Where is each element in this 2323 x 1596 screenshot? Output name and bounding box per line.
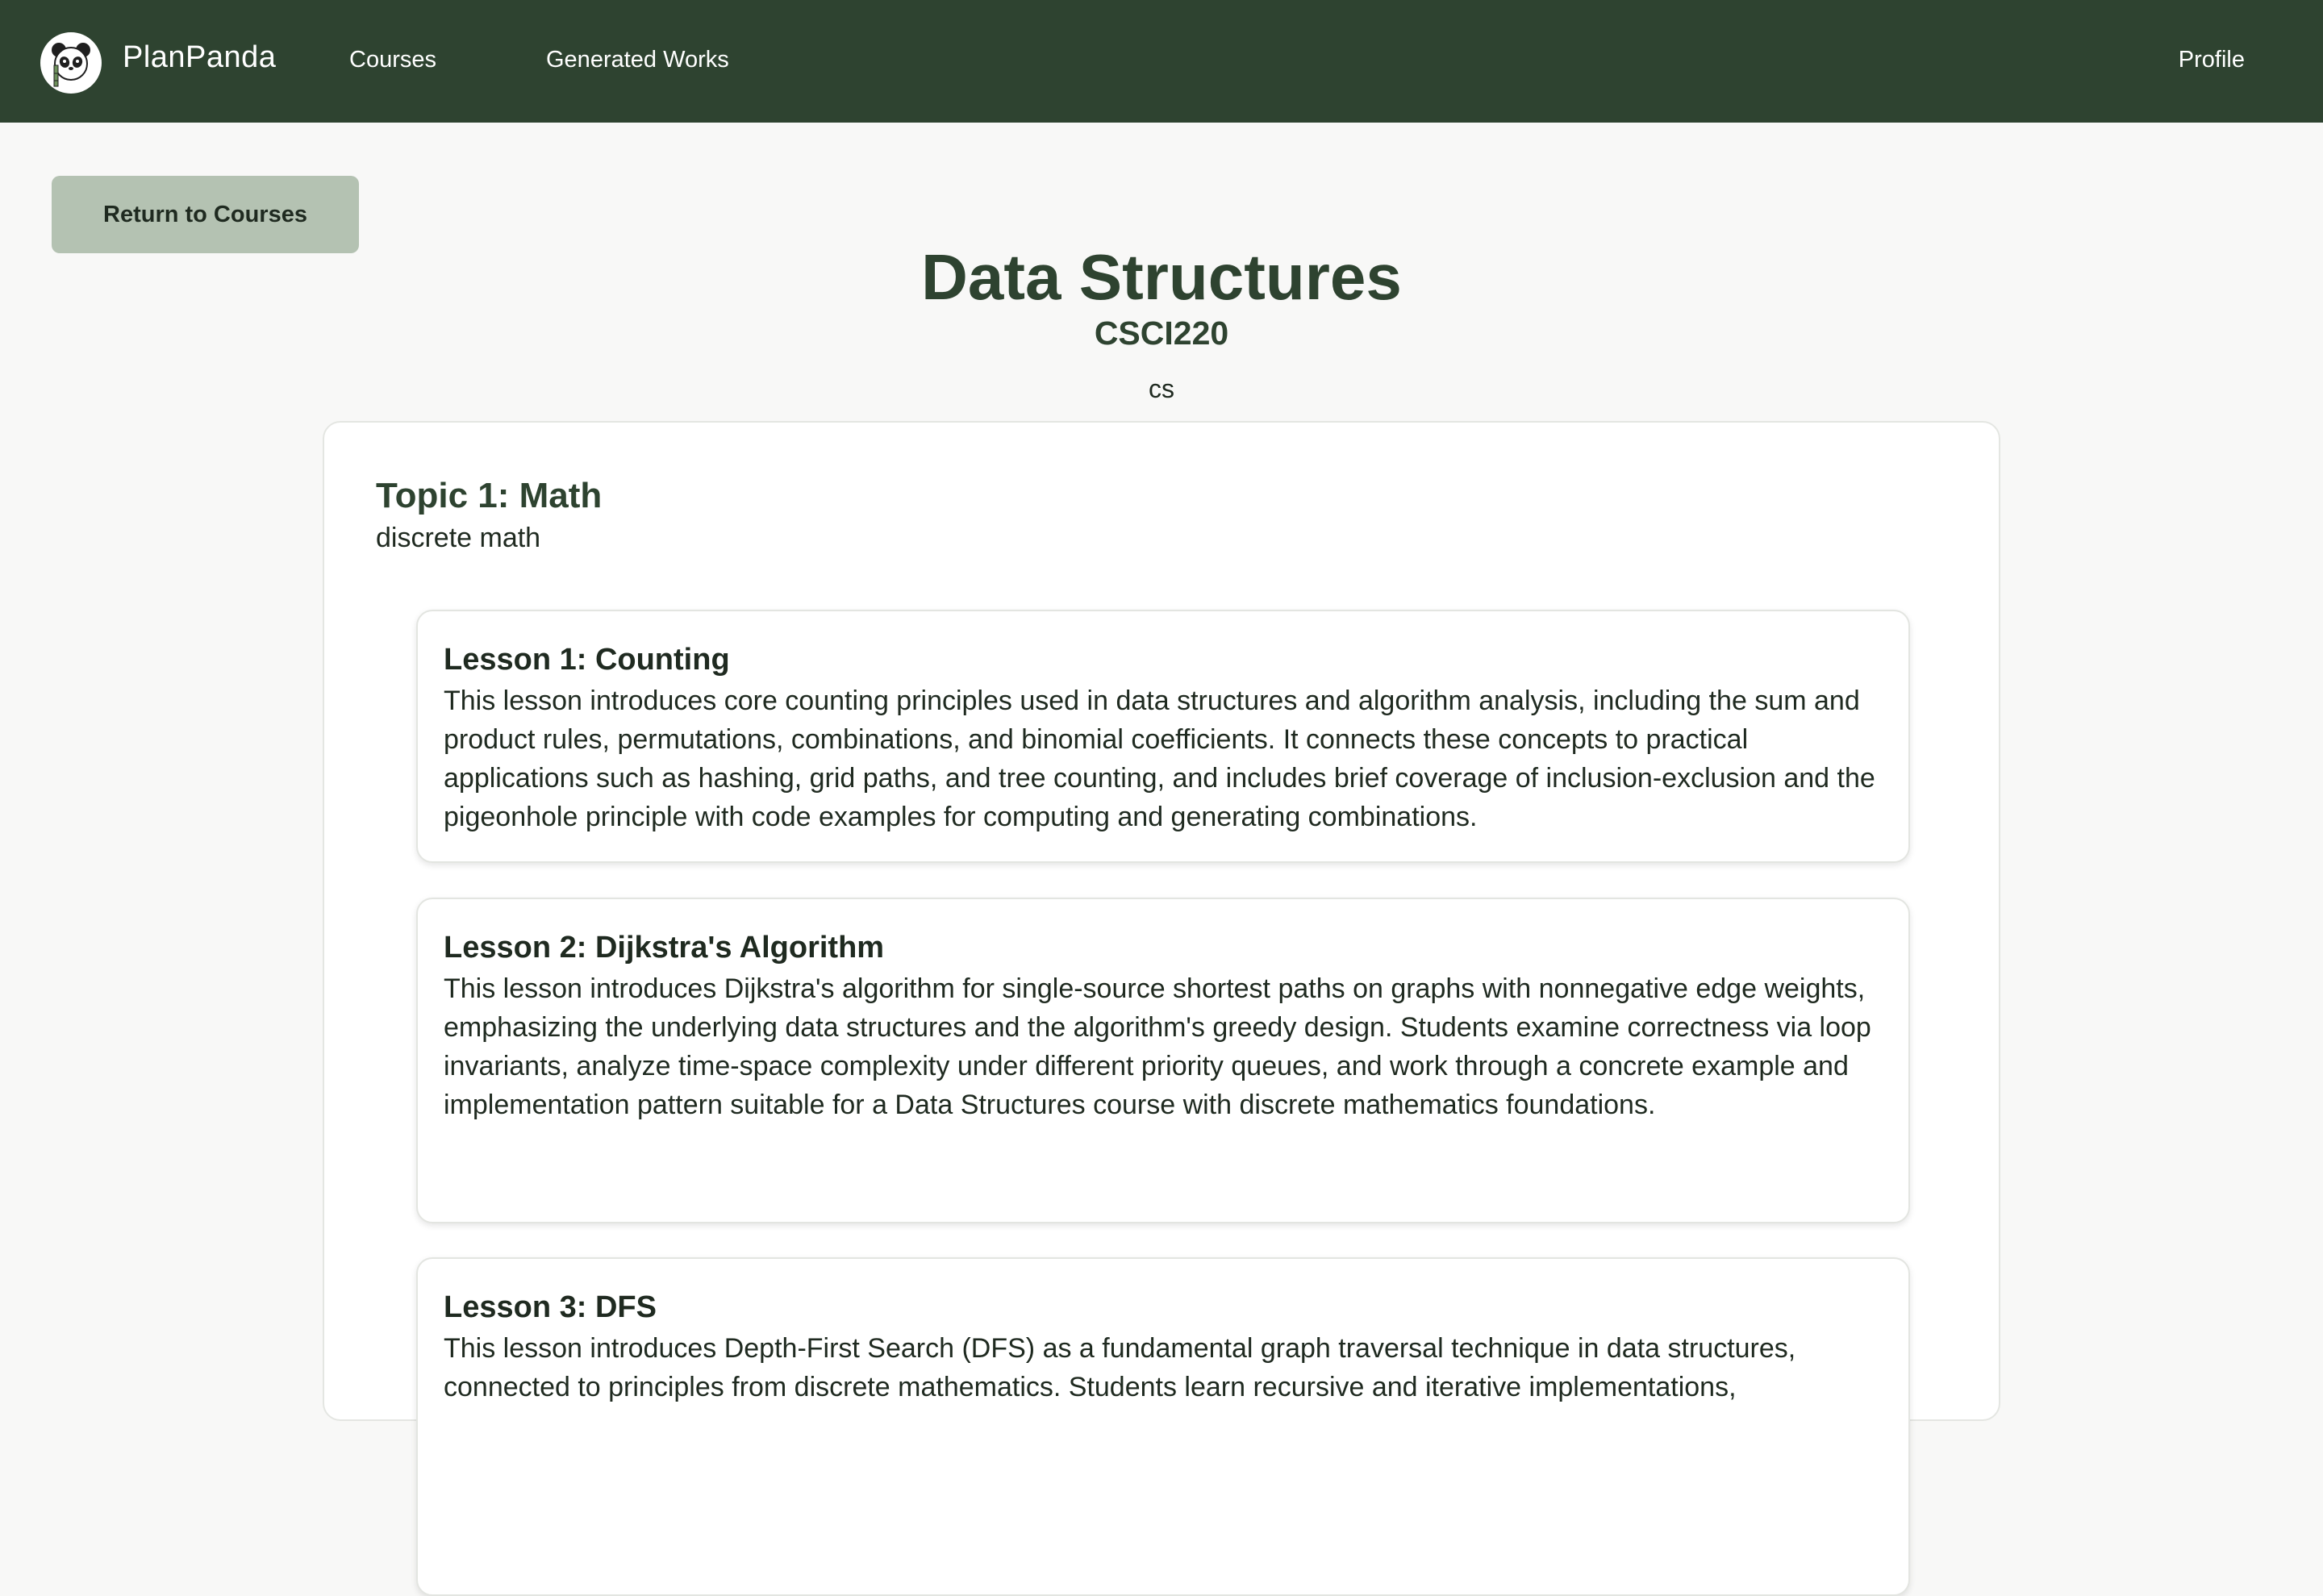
nav-link-profile[interactable]: Profile: [2178, 47, 2245, 73]
topic-title: Topic 1: Math: [376, 476, 603, 515]
course-description: cs: [1149, 374, 1174, 403]
topic-card: [323, 421, 2000, 1421]
lesson-title: Lesson 1: Counting: [444, 643, 730, 677]
nav-link-courses[interactable]: Courses: [349, 47, 436, 73]
lesson-card[interactable]: [416, 1257, 1910, 1596]
lesson-description: This lesson introduces core counting principles used in data structures and algorithm analysis, including the sum and product rules, permutations, combinations, and binomial coefficients. It connects these concepts to practical applications such as hashing, grid paths, and tree counting, and includes brief coverage of inclusion-exclusion and the pigeonhole principle with code examples for computing and generating combinations.: [444, 685, 1875, 833]
lesson-title: Lesson 3: DFS: [444, 1290, 657, 1324]
course-code: CSCI220: [1094, 315, 1229, 352]
lesson-description: This lesson introduces Depth-First Search (DFS) as a fundamental graph traversal technique in data structures, connected to principles from discrete mathematics. Students learn recursive and iterative implementations,: [444, 1333, 1796, 1403]
nav-link-generated-works[interactable]: Generated Works: [546, 47, 729, 73]
course-title: Data Structures: [921, 241, 1402, 313]
lesson-card[interactable]: [416, 898, 1910, 1223]
topic-subtitle: discrete math: [376, 523, 541, 553]
lesson-description: This lesson introduces Dijkstra's algorithm for single-source shortest paths on graphs with nonnegative edge weights, emphasizing the underlying data structures and the algorithm's greedy design. Students examine correctness via loop invariants, analyze time-space complexity under different priority queues, and work through a concrete example and implementation pattern suitable for a Data Structures course with discrete mathematics foundations.: [444, 973, 1871, 1121]
top-navbar: [0, 0, 2323, 123]
lesson-card[interactable]: [416, 610, 1910, 863]
brand-name[interactable]: PlanPanda: [123, 40, 277, 74]
lesson-title: Lesson 2: Dijkstra's Algorithm: [444, 931, 885, 965]
return-to-courses-button[interactable]: Return to Courses: [52, 176, 359, 253]
panda-logo-icon[interactable]: [40, 32, 102, 94]
